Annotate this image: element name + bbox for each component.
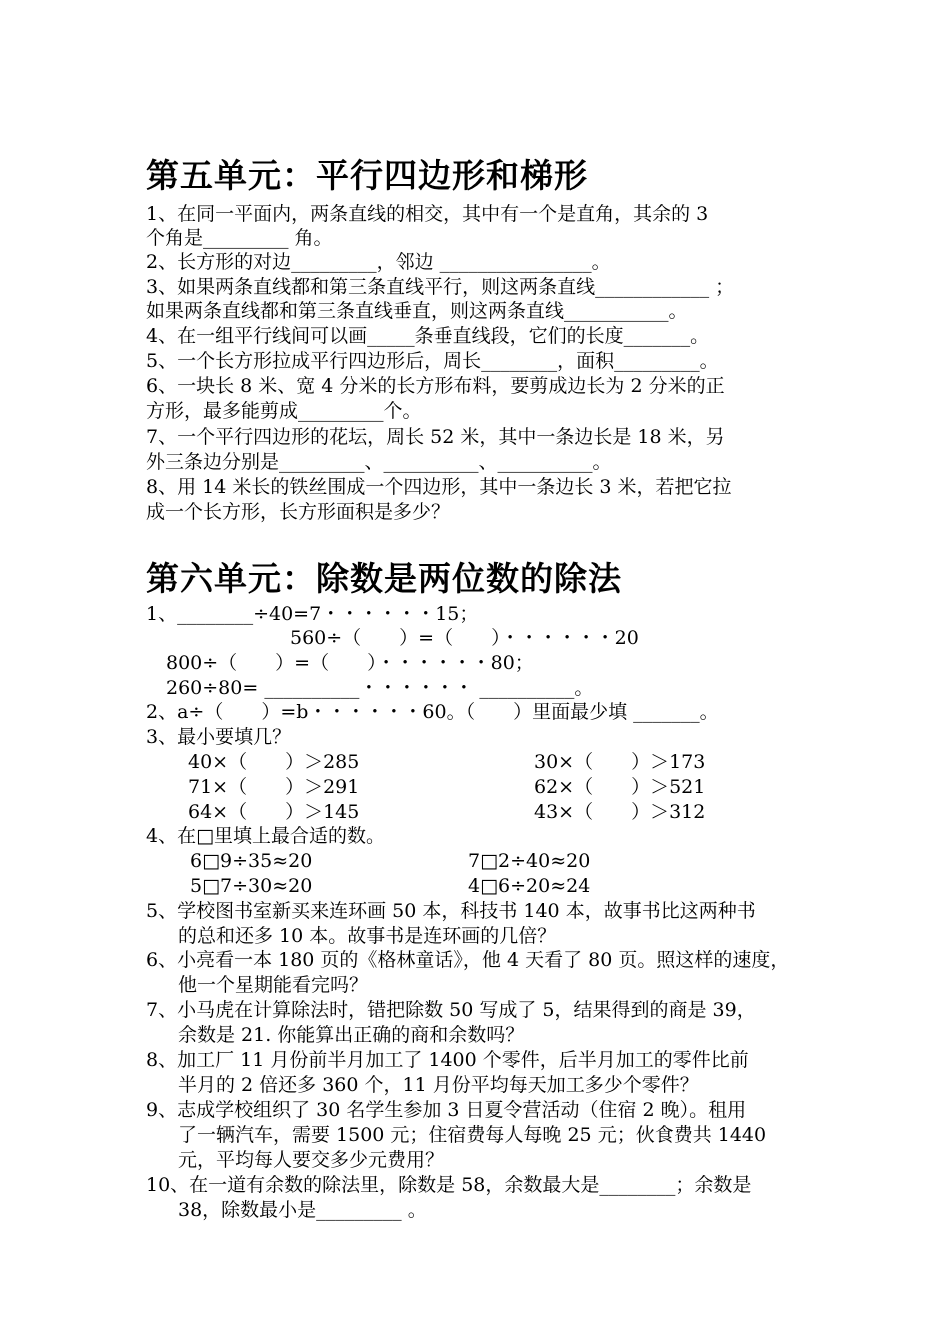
- unit5-line: 个角是_________ 角。: [146, 227, 333, 249]
- unit5-line: 5、一个长方形拉成平行四边形后，周长________，面积_________。: [146, 350, 719, 372]
- unit5-line: 7、一个平行四边形的花坛，周长 52 米，其中一条边长是 18 米，另: [146, 426, 725, 448]
- word-problem-line: 7、小马虎在计算除法时，错把除数 50 写成了 5，结果得到的商是 39，: [146, 999, 756, 1021]
- word-problem-line: 10、在一道有余数的除法里，除数是 58，余数最大是________；余数是: [146, 1174, 752, 1196]
- q3-item: 71×（ ）＞291: [188, 776, 360, 798]
- word-problem-line: 38，除数最小是_________ 。: [178, 1199, 427, 1221]
- word-problem-line: 了一辆汽车，需要 1500 元；住宿费每人每晚 25 元；伙食费共 1440: [178, 1124, 767, 1146]
- q3-title: 3、最小要填几？: [146, 726, 292, 748]
- unit5-line: 成一个长方形，长方形面积是多少？: [146, 501, 451, 523]
- unit5-line: 2、长方形的对边_________，邻边 ________________。: [146, 251, 611, 273]
- word-problem-line: 6、小亮看一本 180 页的《格林童话》，他 4 天看了 80 页。照这样的速度，: [146, 949, 790, 971]
- unit5-title: 第五单元：平行四边形和梯形: [146, 156, 588, 195]
- q4-item: 7□2÷40≈20: [468, 850, 591, 872]
- q4-item: 6□9÷35≈20: [190, 850, 313, 872]
- word-problem-line: 8、加工厂 11 月份前半月加工了 1400 个零件，后半月加工的零件比前: [146, 1049, 749, 1071]
- q1-line: 1、________÷40=7・・・・・・15；: [146, 603, 479, 625]
- word-problem-line: 9、志成学校组织了 30 名学生参加 3 日夏令营活动（住宿 2 晚）。租用: [146, 1099, 747, 1121]
- q3-item: 30×（ ）＞173: [534, 751, 706, 773]
- unit5-line: 6、一块长 8 米、宽 4 分米的长方形布料，要剪成边长为 2 分米的正: [146, 375, 725, 397]
- q3-item: 43×（ ）＞312: [534, 801, 706, 823]
- q3-item: 40×（ ）＞285: [188, 751, 360, 773]
- q3-item: 64×（ ）＞145: [188, 801, 360, 823]
- q3-item: 62×（ ）＞521: [534, 776, 706, 798]
- unit5-line: 4、在一组平行线间可以画_____条垂直线段，它们的长度_______。: [146, 325, 710, 347]
- unit5-line: 8、用 14 米长的铁丝围成一个四边形，其中一条边长 3 米，若把它拉: [146, 476, 732, 498]
- word-problem-line: 的总和还多 10 本。故事书是连环画的几倍？: [178, 925, 557, 947]
- q4-item: 5□7÷30≈20: [190, 875, 313, 897]
- q4-title: 4、在□里填上最合适的数。: [146, 825, 386, 847]
- q2-line: 2、a÷（ ）=b・・・・・・60。（ ）里面最少填 _______。: [146, 701, 719, 723]
- q1-line: 260÷80= __________・・・・・・ __________。: [166, 677, 594, 699]
- unit5-line: 方形，最多能剪成_________个。: [146, 400, 422, 422]
- word-problem-line: 元，平均每人要交多少元费用？: [178, 1149, 445, 1171]
- unit5-line: 如果两条直线都和第三条直线垂直，则这两条直线___________。: [146, 300, 688, 322]
- unit6-title: 第六单元：除数是两位数的除法: [146, 559, 622, 598]
- word-problem-line: 半月的 2 倍还多 360 个，11 月份平均每天加工多少个零件？: [178, 1074, 699, 1096]
- q1-line: 560÷（ ）=（ ）・・・・・・20: [290, 627, 639, 649]
- q1-line: 800÷（ ）=（ ）・・・・・・80；: [166, 652, 534, 674]
- unit5-line: 3、如果两条直线都和第三条直线平行，则这两条直线____________ ；: [146, 276, 735, 298]
- word-problem-line: 余数是 21. 你能算出正确的商和余数吗？: [178, 1024, 525, 1046]
- q4-item: 4□6÷20≈24: [468, 875, 591, 897]
- word-problem-line: 5、学校图书室新买来连环画 50 本，科技书 140 本，故事书比这两种书: [146, 900, 756, 922]
- word-problem-line: 他一个星期能看完吗？: [178, 974, 369, 996]
- unit5-line: 1、在同一平面内，两条直线的相交，其中有一个是直角，其余的 3: [146, 203, 709, 225]
- unit5-line: 外三条边分别是_________、__________、__________。: [146, 451, 612, 473]
